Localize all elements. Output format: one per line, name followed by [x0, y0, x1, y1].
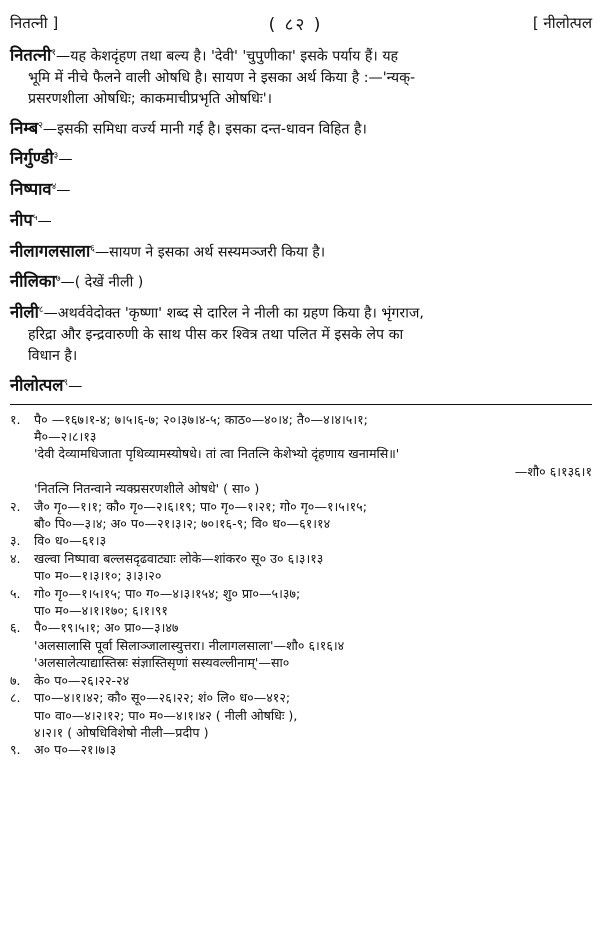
entry-headword: निर्गुण्डी	[10, 149, 54, 169]
entry-headword: नीलोत्पल	[10, 375, 64, 395]
entry-headword: नितत्नी	[10, 45, 52, 65]
entry-line	[10, 300, 592, 325]
footnote-ref: ९	[63, 377, 69, 388]
entry-line	[10, 373, 592, 398]
footnote-text: खल्वा निष्पावा बल्लसदृढवाट्याः लोके—शांकर० सू० उ० ६।३।१३	[34, 550, 324, 566]
footnote-number: ७.	[10, 672, 21, 688]
footnote-ref: ३	[53, 151, 59, 162]
footnote-number: ३.	[10, 533, 21, 549]
footnote-text: बौ० पि०—३।४; अ० प०—२१।३।२; ७०।१६-९; वि० ध०—६१।१४	[34, 516, 331, 532]
footnote-line	[10, 463, 592, 480]
entry-text: भूमि में नीचे फैलने वाली ओषधि है। सायण ने इसका अर्थ किया है :—'न्यक्-	[28, 69, 416, 86]
entry	[10, 146, 592, 171]
entry	[10, 373, 592, 398]
footnote-text: 'अलसालेत्याद्यास्तिस्रः संज्ञास्तिसृणां सस्यवल्लीनाम्'—सा०	[34, 655, 290, 671]
footnote-line	[10, 741, 592, 758]
entry-line	[10, 116, 592, 141]
footnote-line	[10, 515, 592, 532]
footnote-line	[10, 637, 592, 654]
footnote-line	[10, 585, 592, 602]
entry	[10, 177, 592, 202]
footnote-line	[10, 445, 592, 462]
footnote-text: अ० प०—२१।७।३	[34, 742, 117, 758]
entry-line	[10, 43, 592, 68]
entry-text: विधान है।	[28, 347, 78, 364]
entry-text: —( देखें नीली )	[60, 275, 144, 292]
entry-line	[10, 68, 592, 89]
footnote-line	[10, 654, 592, 671]
footnote-text: गो० गृ०—१।५।१५; पा० ग०—४।३।१५४; शु० प्रा०—५।३७;	[34, 585, 301, 601]
footnote-line	[10, 498, 592, 515]
footnote-number: ४.	[10, 550, 21, 566]
footnote-text: जै० गृ०—१।१; कौ० गृ०—२।६।१९; पा० गृ०—१।२१; गो० गृ०—१।५।१५;	[34, 498, 367, 514]
footnote-text: 'देवी देव्यामधिजाता पृथिव्यामस्योषधे। तां त्वा नितत्नि केशेभ्यो दृंहणाय खनामसि॥'	[34, 446, 400, 462]
entry-headword: निष्पाव	[10, 179, 52, 199]
entry-text: —यह केशदृंहण तथा बल्य है। 'देवी' 'चुपुणीका' इसके पर्याय हैं। यह	[56, 48, 399, 65]
entry-text: —सायण ने इसका अर्थ सस्यमञ्जरी किया है।	[94, 244, 326, 261]
footnote-text: पा०—४।१।४२; कौ० सू०—२६।२२; शं० लि० ध०—४१२;	[34, 690, 291, 706]
footnote-line	[10, 707, 592, 724]
entry-line	[10, 239, 592, 264]
footnote-number: १.	[10, 411, 21, 427]
entry-text: —इसकी समिधा वर्ज्य मानी गई है। इसका दन्त-धावन विहित है।	[42, 121, 367, 138]
entry	[10, 300, 592, 367]
footnote-number: ८.	[10, 690, 21, 706]
footnote-line	[10, 428, 592, 445]
footnote-line	[10, 672, 592, 689]
footnote-text: 'नितत्नि नितन्वाने न्यक्प्रसरणशीले ओषधे' ( सा० )	[34, 481, 260, 497]
footnote-line	[10, 602, 592, 619]
header-right: [ नीलोत्पल	[532, 14, 592, 32]
entry	[10, 208, 592, 233]
footnote	[10, 532, 592, 549]
footnote-text: —शौ० ६।१३६।१	[514, 463, 592, 479]
entry-headword: निम्ब	[10, 118, 39, 138]
footnotes	[10, 411, 592, 759]
footnote	[10, 585, 592, 620]
entry-text: —अथर्ववेदोक्त 'कृष्णा' शब्द से दारिल ने नीली का ग्रहण किया है। भृंगराज,	[43, 305, 424, 322]
footnote	[10, 619, 592, 671]
footnote-line	[10, 619, 592, 636]
footnote-number: ५.	[10, 585, 21, 601]
footnote-text: वि० ध०—६१।३	[34, 533, 107, 549]
entry	[10, 239, 592, 264]
entry-text: —	[37, 213, 52, 230]
footnote-text: 'अलसालासि पूर्वा सिलाञ्जालास्युत्तरा। नीलागलसाला'—शौ० ६।१६।४	[34, 637, 345, 653]
footnote-line	[10, 480, 592, 497]
footnote-ref: ६	[90, 243, 95, 254]
footnote-ref: १	[51, 48, 57, 58]
entry-line	[10, 325, 592, 346]
footnote-text: पै० —१६७।१-४; ७।५।६-७; २०।३७।४-५; काठ०—४०।४; तै०—४।४।५।१;	[34, 411, 368, 427]
header-left: नितत्नी ]	[10, 14, 59, 32]
running-header	[10, 6, 592, 40]
entry-text: प्रसरणशीला ओषधिः; काकमाचीप्रभृति ओषधिः'।	[28, 90, 273, 107]
entry-line	[10, 177, 592, 202]
entry-headword: नीलिका	[10, 272, 56, 292]
entry	[10, 269, 592, 294]
footnote-text: पै०—१९।५।१; अ० प्रा०—३।४७	[34, 620, 179, 636]
footnote-text: मै०—२।८।१३	[34, 429, 97, 445]
entry-headword: नीलागलसाला	[10, 241, 91, 261]
footnote	[10, 498, 592, 533]
entry-line	[10, 269, 592, 294]
entry-text: —	[58, 152, 73, 169]
footnote-ref: ५	[32, 212, 38, 223]
footnote-text: पा० म०—४।१।१७०; ६।१।९१	[34, 603, 168, 619]
footnote-text: ४।२।१ ( ओषधिविशेषो नीली—प्रदीप )	[34, 724, 209, 740]
main-text	[10, 43, 592, 398]
footnote-line	[10, 411, 592, 428]
footnote-ref: ४	[51, 182, 57, 193]
footnote-text: पा० म०—१।३।१०; ३।३।२०	[34, 568, 162, 584]
footnote-line	[10, 567, 592, 584]
footnote-number: २.	[10, 498, 21, 514]
footnote-line	[10, 689, 592, 706]
footnote	[10, 411, 592, 498]
footnote	[10, 741, 592, 758]
footnote-line	[10, 550, 592, 567]
footnote-line	[10, 532, 592, 549]
footnote	[10, 550, 592, 585]
entry-headword: नीप	[10, 210, 33, 230]
footnote	[10, 672, 592, 689]
entry-text: हरिद्रा और इन्द्रवारुणी के साथ पीस कर श्वित्र तथा पलित में इसके लेप का	[28, 326, 404, 343]
footnote-line	[10, 724, 592, 741]
footnote-number: ९.	[10, 742, 21, 758]
footnote-divider	[10, 404, 592, 405]
entry-text: —	[68, 378, 83, 395]
entry-text: —	[56, 182, 71, 199]
footnote-ref: ७	[55, 274, 61, 285]
entry	[10, 43, 592, 110]
footnote	[10, 689, 592, 741]
footnote-text: पा० वा०—४।२।१२; पा० म०—४।१।४२ ( नीली ओषधिः ),	[34, 707, 298, 723]
footnote-ref: २	[38, 120, 43, 131]
footnote-number: ६.	[10, 620, 21, 636]
footnote-ref: ८	[38, 305, 44, 316]
entry-line	[10, 208, 592, 233]
entry-headword: नीली	[10, 302, 39, 322]
page-number: ( ८२ )	[268, 14, 323, 35]
footnote-text: के० प०—२६।२२-२४	[34, 672, 130, 688]
entry-line	[10, 146, 592, 171]
entry-line	[10, 89, 592, 110]
entry-line	[10, 346, 592, 367]
entry	[10, 116, 592, 141]
